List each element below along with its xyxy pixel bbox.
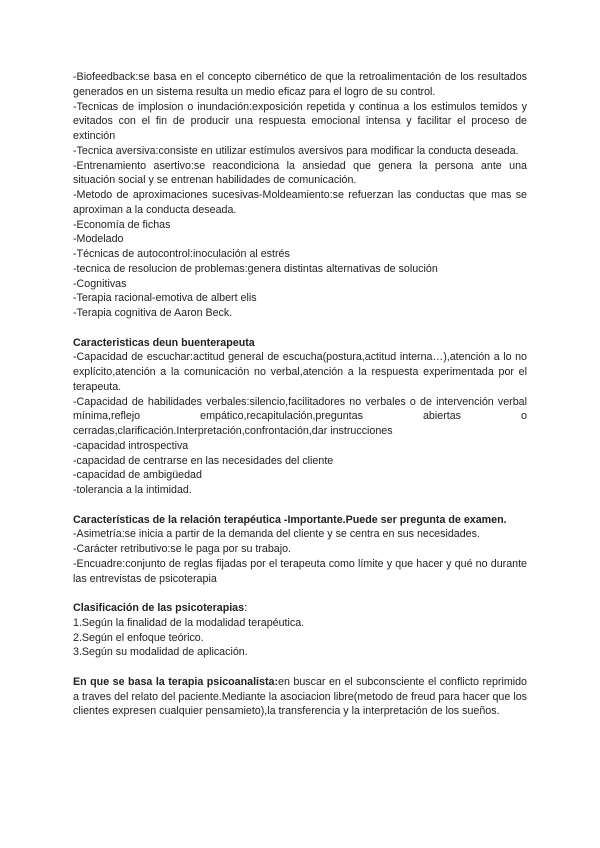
list-item: -Terapia cognitiva de Aaron Beck. bbox=[73, 307, 233, 319]
psychotherapy-classification-section bbox=[73, 601, 527, 660]
paragraph: -Carácter retributivo:se le paga por su trabajo. bbox=[73, 543, 292, 555]
list-item: -Cognitivas bbox=[73, 277, 127, 290]
list-item: -Terapia racional-emotiva de albert elis bbox=[73, 292, 257, 305]
list-item: -capacidad de centrarse en las necesidades del cliente bbox=[73, 454, 334, 467]
spacer bbox=[73, 498, 527, 513]
paragraph: -Tecnica aversiva:consiste en utilizar estímulos aversivos para modificar la conducta deseada. bbox=[73, 144, 519, 157]
paragraph: -Capacidad de habilidades verbales:silencio,facilitadores no verbales o de intervención verbal mínima,reflejo empático,recapitulación,preguntas abiertas o cerradas,clarificación.Interpretación,confrontación,dar instrucciones bbox=[73, 395, 527, 437]
list-item: -capacidad introspectiva bbox=[73, 439, 189, 452]
section-heading-line bbox=[73, 601, 527, 616]
spacer bbox=[73, 586, 527, 601]
psychoanalysis-section bbox=[73, 675, 527, 719]
paragraph bbox=[73, 675, 527, 719]
list-item: 2.Según el enfoque teórico. bbox=[73, 631, 204, 644]
paragraph: -Entrenamiento asertivo:se reacondiciona la ansiedad que genera la persona ante una situación social y se entrenan habilidades de comunicación. bbox=[73, 159, 527, 187]
section-heading: Clasificación de las psicoterapias bbox=[73, 602, 245, 614]
list-item: 1.Según la finalidad de la modalidad terapéutica. bbox=[73, 616, 305, 629]
therapist-traits-section bbox=[73, 336, 527, 498]
lead-in: En que se basa la terapia psicoanalista: bbox=[73, 675, 279, 688]
paragraph: -Metodo de aproximaciones sucesivas-Moldeamiento:se refuerzan las conductas que mas se aproximan a la conducta deseada. bbox=[73, 189, 527, 216]
document-body bbox=[73, 70, 527, 719]
paragraph: -Capacidad de escuchar:actitud general de escucha(postura,actitud interna…),atención a lo no explícito,atención a la comunicación no verbal,atención a la respuesta experimentada por el terapeuta. bbox=[73, 351, 527, 393]
therapeutic-relationship-section bbox=[73, 513, 527, 587]
paragraph: -Asimetría:se inicia a partir de la demanda del cliente y se centra en sus necesidades. bbox=[73, 528, 480, 541]
heading-suffix: : bbox=[244, 602, 248, 614]
paragraph-text: en buscar en el subconsciente el conflicto reprimido a traves del relato del paciente.Mediante la asociacion libre(metodo de freud para hacer que los clientes expresen cualquier pensamieto),la transferencia y la interpretación de los sueños. bbox=[73, 675, 527, 718]
list-item: -Técnicas de autocontrol:inoculación al estrés bbox=[73, 248, 290, 260]
list-item: -Modelado bbox=[73, 233, 124, 246]
spacer bbox=[73, 321, 527, 336]
list-item: -Economía de fichas bbox=[73, 218, 171, 231]
list-item: -capacidad de ambigüedad bbox=[73, 469, 202, 482]
paragraph: -Biofeedback:se basa en el concepto cibernético de que la retroalimentación de los resultados generados en un sistema resulta un medio eficaz para el logro de su control. bbox=[73, 71, 527, 98]
spacer bbox=[73, 660, 527, 675]
section-heading: Características de la relación terapéutica -Importante.Puede ser pregunta de examen. bbox=[73, 513, 507, 526]
list-item: 3.Según su modalidad de aplicación. bbox=[73, 646, 248, 659]
list-item: -tolerancia a la intimidad. bbox=[73, 484, 192, 496]
paragraph: -Encuadre:conjunto de reglas fijadas por el terapeuta como límite y que hacer y qué no durante las entrevistas de psicoterapia bbox=[73, 557, 527, 585]
paragraph: -Tecnicas de implosion o inundación:exposición repetida y continua a los estimulos temidos y evitados con el fin de producir una respuesta emocional intensa y facilitar el proceso de extinción bbox=[73, 100, 527, 142]
techniques-list bbox=[73, 70, 527, 321]
list-item: -tecnica de resolucion de problemas:genera distintas alternativas de solución bbox=[73, 262, 438, 275]
section-heading: Caracteristicas deun buenterapeuta bbox=[73, 336, 255, 349]
